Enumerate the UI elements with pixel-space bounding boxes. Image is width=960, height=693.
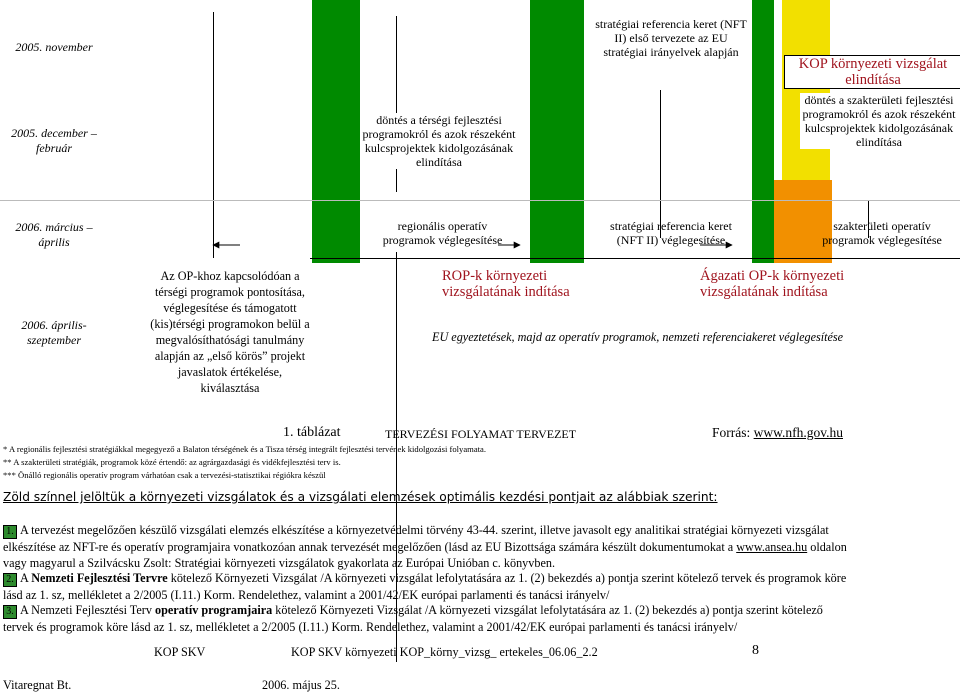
item-3-line-2: tervek és programok köre lásd az 1. sz, mellékletet a 2/2005 (I.11.) Korm. Rendelethez, valamint a 2001/42/EK európai parlamenti és tanácsi irányelv/ bbox=[3, 620, 738, 634]
row-label-dec: 2005. december – február bbox=[11, 126, 97, 155]
footnote-3: *** Önálló regionális operatív program várhatóan csak a tervezési-statisztikai régiókra készül bbox=[3, 470, 326, 480]
item-3-line-1: kötelező Környezeti Vizsgálat /A környezeti vizsgálat lefolytatására az 1. (2) bekezdés a) pontja szerint kötelező bbox=[272, 603, 823, 617]
footer-date: 2006. május 25. bbox=[262, 678, 340, 692]
item-2-line-1: kötelező Környezeti Vizsgálat /A környezeti vizsgálat lefolytatására az 1. (2) bekezdés a) pontja szerint kötelező tervek és programok köre bbox=[167, 571, 847, 585]
ansea-link[interactable]: www.ansea.hu bbox=[736, 540, 808, 554]
row-label-mar: 2006. március – április bbox=[15, 220, 93, 249]
item-number-3: 3. bbox=[3, 605, 17, 619]
caption-title: TERVEZÉSI FOLYAMAT TERVEZET bbox=[385, 427, 577, 441]
nft-final-cell: stratégiai referencia keret (NFT II) véglegesítése bbox=[610, 219, 732, 247]
item-3-bold: operatív programjaira bbox=[154, 603, 273, 617]
kop-vizsgalat-cell: KOP környezeti vizsgálat elindítása bbox=[784, 55, 960, 89]
nft-draft-cell: stratégiai referencia keret (NFT II) első tervezete az EU stratégiai irányelvek alapján bbox=[593, 17, 749, 59]
footnote-2: ** A szakterületi stratégiák, programok közé értendő: az agrárgazdasági és vidékfejlesztési terv is. bbox=[3, 457, 341, 467]
item-1-line-2b: oldalon bbox=[807, 540, 847, 554]
item-2-line-2: lásd az 1. sz, mellékletet a 2/2005 (I.11.) Korm. Rendelethez, valamint a 2001/42/EK európai parlamenti és tanácsi irányelv/ bbox=[3, 588, 610, 602]
eu-talks-cell: EU egyeztetések, majd az operatív programok, nemzeti referenciakeret véglegesítése bbox=[432, 330, 844, 344]
caption-number: 1. táblázat bbox=[283, 425, 341, 440]
sector-final-cell: szakterületi operatív programok véglegesítése bbox=[822, 219, 942, 247]
list-item-1 bbox=[3, 522, 955, 571]
row-label-apr: 2006. április- szeptember bbox=[21, 318, 87, 347]
list-item-3 bbox=[3, 602, 955, 635]
source-label: Forrás: bbox=[712, 425, 754, 440]
footer-page: 8 bbox=[752, 643, 759, 658]
footer bbox=[0, 640, 960, 693]
footnote-1: * A regionális fejlesztési stratégiákkal megegyező a Balaton térségének és a Tisza térség integrált fejlesztési tervének kidolgozási folyamata. bbox=[3, 444, 486, 454]
item-2-pre: A bbox=[20, 571, 32, 585]
rop-env-cell: ROP-k környezeti vizsgálatának indítása bbox=[442, 268, 570, 300]
item-1-line-2: elkészítése az NFT-re és operatív programjaira vonatkozóan annak tervezését megelőzően (lásd az EU Bizottsága számára készült dokumentumokat a bbox=[3, 540, 737, 554]
item-number-1: 1. bbox=[3, 525, 17, 539]
list-item-2 bbox=[3, 570, 955, 603]
item-3-pre: A Nemzeti Fejlesztési Terv bbox=[20, 603, 155, 617]
section-heading: Zöld színnel jelöltük a környezeti vizsgálatok és a vizsgálati elemzések optimális kezdési pontjait az alábbiak szerint: bbox=[3, 490, 718, 504]
footer-company: Vitaregnat Bt. bbox=[3, 678, 72, 692]
item-number-2: 2. bbox=[3, 573, 17, 587]
caption-source bbox=[712, 425, 843, 441]
footer-left: KOP SKV bbox=[154, 645, 206, 659]
item-1-line-3: vagy magyarul a Szilvácsku Zsolt: Stratégiai környezeti vizsgálatok gyakorlata az Európai Unióban c. könyvben. bbox=[3, 556, 555, 570]
footer-center: KOP SKV környezeti KOP_körny_vizsg_ ertekeles_06.06_2.2 bbox=[291, 645, 598, 659]
rop-final-cell: regionális operatív programok véglegesítése bbox=[382, 219, 503, 247]
table-caption bbox=[0, 425, 960, 443]
item-2-bold: Nemzeti Fejlesztési Tervre bbox=[31, 571, 168, 585]
sector-env-cell: Ágazati OP-k környezeti vizsgálatának indítása bbox=[700, 268, 845, 300]
op-link-cell: Az OP-khoz kapcsolódóan a térségi programok pontosítása, véglegesítése és támogatott (kis)térségi programokon belül a megvalósíthatósági tanulmány alapján az „első körös” projekt javaslatok értékelése, kiválasztása bbox=[150, 269, 310, 395]
item-1-line-1: A tervezést megelőzően készülő vizsgálati elemzés elkészítése a környezetvédelmi törvény 43-44. szerint, illetve javasolt egy analitikai stratégiai környezeti vizsgálat bbox=[20, 523, 829, 537]
source-link[interactable]: www.nfh.gov.hu bbox=[753, 425, 843, 440]
regional-decision-cell: döntés a térségi fejlesztési programokról és azok részeként kulcsprojektek kidolgozásának elindítása bbox=[360, 113, 518, 169]
sector-decision-cell: döntés a szakterületi fejlesztési programokról és azok részeként kulcsprojektek kidolgozásának elindítása bbox=[800, 93, 958, 149]
row-label-nov: 2005. november bbox=[15, 40, 93, 54]
